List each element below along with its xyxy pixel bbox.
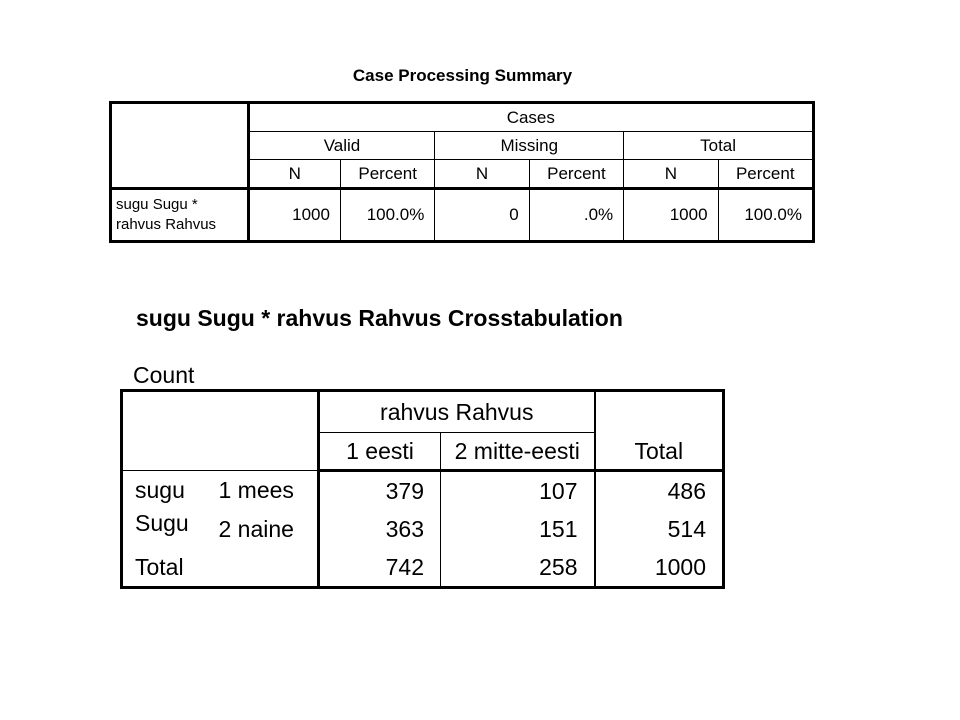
subheader-n: N — [248, 160, 340, 189]
cell-naine-mitte-eesti: 151 — [441, 510, 595, 548]
valid-n: 1000 — [248, 189, 340, 242]
stub-cell — [111, 103, 249, 189]
column-category-mitte-eesti: 2 mitte-eesti — [441, 433, 595, 471]
column-category-eesti: 1 eesti — [319, 433, 441, 471]
stub-cell — [122, 391, 319, 471]
group-missing: Missing — [435, 132, 624, 160]
missing-n: 0 — [435, 189, 529, 242]
count-label: Count — [133, 362, 195, 388]
row-label: sugu Sugu * rahvus Rahvus — [111, 189, 249, 242]
row-category-mees: 1 mees — [217, 471, 319, 511]
cases-header: Cases — [248, 103, 813, 132]
row-variable-line1: sugu — [135, 477, 185, 503]
cell-total-eesti: 742 — [319, 548, 441, 588]
subheader-n: N — [435, 160, 529, 189]
total-percent: 100.0% — [718, 189, 813, 242]
row-category-naine: 2 naine — [217, 510, 319, 548]
valid-percent: 100.0% — [340, 189, 434, 242]
cell-total-mitte-eesti: 258 — [441, 548, 595, 588]
cell-grand-total: 1000 — [595, 548, 724, 588]
group-total: Total — [624, 132, 814, 160]
crosstab-table — [120, 389, 725, 589]
cell-naine-eesti: 363 — [319, 510, 441, 548]
case-summary-table — [109, 101, 815, 243]
total-row-empty — [217, 548, 319, 588]
cell-mees-eesti: 379 — [319, 471, 441, 511]
subheader-percent: Percent — [718, 160, 813, 189]
subheader-n: N — [624, 160, 718, 189]
cell-naine-total: 514 — [595, 510, 724, 548]
column-variable-header: rahvus Rahvus — [319, 391, 595, 433]
total-column-header: Total — [595, 391, 724, 471]
total-n: 1000 — [624, 189, 718, 242]
cell-mees-mitte-eesti: 107 — [441, 471, 595, 511]
total-row-label: Total — [135, 553, 184, 580]
cell-mees-total: 486 — [595, 471, 724, 511]
subheader-percent: Percent — [529, 160, 623, 189]
subheader-percent: Percent — [340, 160, 434, 189]
crosstab-title: sugu Sugu * rahvus Rahvus Crosstabulation — [136, 305, 623, 331]
missing-percent: .0% — [529, 189, 623, 242]
case-summary-title: Case Processing Summary — [352, 66, 573, 85]
row-variable-line2: Sugu — [135, 510, 189, 536]
group-valid: Valid — [248, 132, 435, 160]
